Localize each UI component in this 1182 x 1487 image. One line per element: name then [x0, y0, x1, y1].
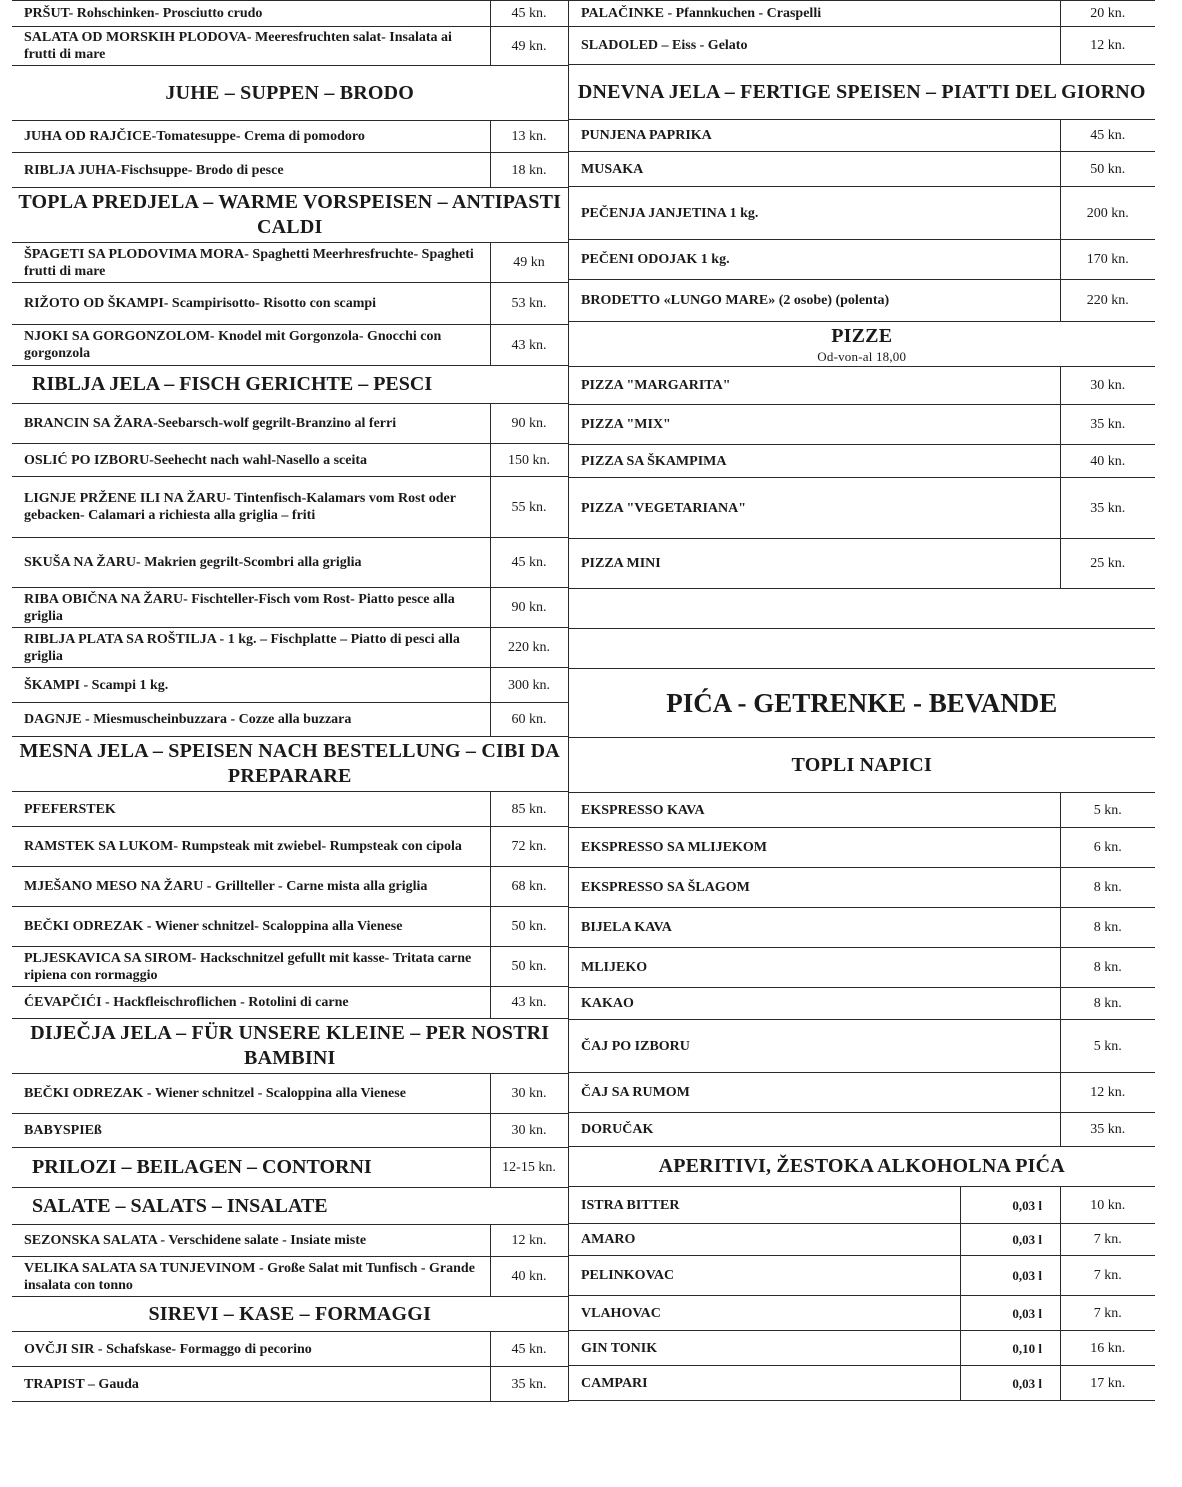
menu-row — [569, 367, 1155, 405]
menu-item-name: KAKAO — [569, 988, 1061, 1020]
menu-row — [569, 1, 1155, 27]
menu-item-price: 12 kn. — [1061, 27, 1155, 65]
menu-item-price: 7 kn. — [1061, 1224, 1155, 1256]
section-heading: PIZZE — [831, 325, 893, 347]
menu-right-column — [568, 0, 1154, 1401]
menu-item-name: PIZZA MINI — [569, 539, 1061, 589]
menu-row — [12, 325, 568, 366]
menu-item-price: 220 kn. — [1061, 280, 1155, 322]
menu-item-name: MJEŠANO MESO NA ŽARU - Grillteller - Carne mista alla griglia — [12, 867, 490, 907]
section-heading: DNEVNA JELA – FERTIGE SPEISEN – PIATTI DEL GIORNO — [569, 65, 1155, 120]
menu-item-name: PIZZA "VEGETARIANA" — [569, 478, 1061, 539]
menu-item-price: 13 kn. — [490, 121, 568, 153]
menu-row — [569, 1113, 1155, 1147]
menu-row — [12, 121, 568, 153]
menu-item-name: BEČKI ODREZAK - Wiener schnitzel - Scaloppina alla Vienese — [12, 1074, 490, 1114]
menu-row — [569, 187, 1155, 240]
section-row — [569, 322, 1155, 367]
menu-item-price: 8 kn. — [1061, 948, 1155, 988]
menu-row — [569, 478, 1155, 539]
menu-item-name: PELINKOVAC — [569, 1256, 961, 1296]
menu-row — [12, 27, 568, 66]
menu-item-price: 25 kn. — [1061, 539, 1155, 589]
menu-item-name: PIZZA "MARGARITA" — [569, 367, 1061, 405]
menu-item-name: EKSPRESSO KAVA — [569, 793, 1061, 828]
menu-item-price: 5 kn. — [1061, 1020, 1155, 1073]
menu-item-price: 72 kn. — [490, 827, 568, 867]
menu-item-name: ŠPAGETI SA PLODOVIMA MORA- Spaghetti Meerhresfruchte- Spagheti frutti di mare — [12, 243, 490, 283]
menu-item-name: PIZZA "MIX" — [569, 405, 1061, 445]
menu-item-name: SKUŠA NA ŽARU- Makrien gegrilt-Scombri alla griglia — [12, 538, 490, 588]
menu-row — [12, 444, 568, 477]
menu-item-name: LIGNJE PRŽENE ILI NA ŽARU- Tintenfisch-Kalamars vom Rost oder gebacken- Calamari a richiesta alla griglia – friti — [12, 477, 490, 538]
menu-item-name: OSLIĆ PO IZBORU-Seehecht nach wahl-Nasello a sceita — [12, 444, 490, 477]
menu-item-price: 30 kn. — [1061, 367, 1155, 405]
menu-item-price: 49 kn — [490, 243, 568, 283]
menu-row — [12, 153, 568, 188]
menu-item-name: JUHA OD RAJČICE-Tomatesuppe- Crema di pomodoro — [12, 121, 490, 153]
menu-row — [12, 404, 568, 444]
menu-row — [12, 1367, 568, 1402]
section-row — [12, 1148, 568, 1188]
section-row — [569, 629, 1155, 669]
menu-item-name: PEČENI ODOJAK 1 kg. — [569, 240, 1061, 280]
menu-item-name: CAMPARI — [569, 1366, 961, 1401]
menu-item-price: 45 kn. — [490, 1, 568, 27]
menu-item-name: EKSPRESSO SA MLIJEKOM — [569, 828, 1061, 868]
menu-row — [12, 792, 568, 827]
menu-item-name: SEZONSKA SALATA - Verschidene salate - Insiate miste — [12, 1225, 490, 1257]
section-row — [569, 589, 1155, 629]
menu-item-price: 35 kn. — [1061, 405, 1155, 445]
menu-item-price: 17 kn. — [1061, 1366, 1155, 1401]
empty-row — [569, 589, 1155, 629]
menu-item-price: 5 kn. — [1061, 793, 1155, 828]
menu-item-quantity: 0,03 l — [961, 1224, 1061, 1256]
menu-row — [569, 948, 1155, 988]
section-row — [12, 66, 568, 121]
menu-item-price: 20 kn. — [1061, 1, 1155, 27]
menu-row — [569, 908, 1155, 948]
menu-item-price: 300 kn. — [490, 668, 568, 703]
menu-item-price: 50 kn. — [490, 947, 568, 987]
menu-row — [569, 240, 1155, 280]
menu-item-quantity: 0,10 l — [961, 1331, 1061, 1366]
menu-row — [12, 907, 568, 947]
menu-row — [12, 867, 568, 907]
menu-item-name: VLAHOVAC — [569, 1296, 961, 1331]
menu-row — [569, 868, 1155, 908]
menu-row — [569, 1224, 1155, 1256]
menu-row — [569, 1296, 1155, 1331]
menu-row — [569, 1366, 1155, 1401]
menu-row — [12, 1, 568, 27]
menu-item-name: BRODETTO «LUNGO MARE» (2 osobe) (polenta) — [569, 280, 1061, 322]
section-heading: SALATE – SALATS – INSALATE — [12, 1188, 568, 1225]
section-heading: MESNA JELA – SPEISEN NACH BESTELLUNG – CIBI DA PREPARARE — [12, 737, 568, 792]
menu-item-name: RAMSTEK SA LUKOM- Rumpsteak mit zwiebel- Rumpsteak con cipola — [12, 827, 490, 867]
menu-item-price: 220 kn. — [490, 628, 568, 668]
menu-row — [569, 1073, 1155, 1113]
section-heading-cell — [569, 322, 1155, 367]
menu-item-name: PRŠUT- Rohschinken- Prosciutto crudo — [12, 1, 490, 27]
menu-item-price: 170 kn. — [1061, 240, 1155, 280]
menu-item-price: 43 kn. — [490, 987, 568, 1019]
menu-item-name: RIŽOTO OD ŠKAMPI- Scampirisotto- Risotto con scampi — [12, 283, 490, 325]
menu-item-name: DORUČAK — [569, 1113, 1061, 1147]
menu-item-price: 45 kn. — [490, 1332, 568, 1367]
menu-row — [12, 1332, 568, 1367]
menu-item-name: BRANCIN SA ŽARA-Seebarsch-wolf gegrilt-Branzino al ferri — [12, 404, 490, 444]
section-heading: DIJEČJA JELA – FÜR UNSERE KLEINE – PER NOSTRI BAMBINI — [12, 1019, 568, 1074]
menu-row — [569, 988, 1155, 1020]
menu-row — [12, 1257, 568, 1297]
menu-item-price: 150 kn. — [490, 444, 568, 477]
menu-item-price: 60 kn. — [490, 703, 568, 737]
section-heading: PRILOZI – BEILAGEN – CONTORNI — [12, 1148, 490, 1188]
menu-item-quantity: 0,03 l — [961, 1187, 1061, 1224]
menu-item-name: ČAJ SA RUMOM — [569, 1073, 1061, 1113]
menu-item-name: BEČKI ODREZAK - Wiener schnitzel- Scaloppina alla Vienese — [12, 907, 490, 947]
section-row — [569, 65, 1155, 120]
menu-item-price: 6 kn. — [1061, 828, 1155, 868]
menu-item-quantity: 0,03 l — [961, 1366, 1061, 1401]
menu-row — [569, 152, 1155, 187]
menu-row — [569, 27, 1155, 65]
menu-item-name: SALATA OD MORSKIH PLODOVA- Meeresfruchten salat- Insalata ai frutti di mare — [12, 27, 490, 66]
menu-row — [569, 405, 1155, 445]
menu-item-price: 200 kn. — [1061, 187, 1155, 240]
menu-item-price: 53 kn. — [490, 283, 568, 325]
section-heading: JUHE – SUPPEN – BRODO — [12, 66, 568, 121]
menu-row — [569, 1187, 1155, 1224]
menu-item-name: ŠKAMPI - Scampi 1 kg. — [12, 668, 490, 703]
menu-item-price: 12 kn. — [490, 1225, 568, 1257]
menu-item-name: RIBLJA JUHA-Fischsuppe- Brodo di pesce — [12, 153, 490, 188]
menu-item-price: 45 kn. — [490, 538, 568, 588]
menu-item-name: MUSAKA — [569, 152, 1061, 187]
menu-item-name: RIBLJA PLATA SA ROŠTILJA - 1 kg. – Fischplatte – Piatto di pesci alla griglia — [12, 628, 490, 668]
menu-item-price: 50 kn. — [490, 907, 568, 947]
section-row — [569, 738, 1155, 793]
menu-item-price: 10 kn. — [1061, 1187, 1155, 1224]
menu-item-price: 16 kn. — [1061, 1331, 1155, 1366]
empty-row — [569, 629, 1155, 669]
menu-item-price: 50 kn. — [1061, 152, 1155, 187]
menu-item-quantity: 0,03 l — [961, 1256, 1061, 1296]
menu-item-name: ISTRA BITTER — [569, 1187, 961, 1224]
menu-row — [12, 283, 568, 325]
section-row — [12, 188, 568, 243]
menu-row — [569, 1256, 1155, 1296]
menu-item-price: 8 kn. — [1061, 908, 1155, 948]
menu-item-price: 12 kn. — [1061, 1073, 1155, 1113]
menu-item-price: 7 kn. — [1061, 1296, 1155, 1331]
menu-row — [12, 628, 568, 668]
section-row — [12, 366, 568, 404]
section-row — [12, 737, 568, 792]
menu-item-price: 85 kn. — [490, 792, 568, 827]
menu-item-price: 7 kn. — [1061, 1256, 1155, 1296]
menu-row — [12, 1225, 568, 1257]
menu-row — [569, 445, 1155, 478]
section-heading: SIREVI – KASE – FORMAGGI — [12, 1297, 568, 1332]
menu-row — [12, 703, 568, 737]
section-row — [569, 1147, 1155, 1187]
menu-item-price: 35 kn. — [1061, 478, 1155, 539]
section-heading: TOPLA PREDJELA – WARME VORSPEISEN – ANTIPASTI CALDI — [12, 188, 568, 243]
menu-item-name: OVČJI SIR - Schafskase- Formaggo di pecorino — [12, 1332, 490, 1367]
section-row — [569, 669, 1155, 738]
menu-row — [569, 280, 1155, 322]
menu-item-price: 55 kn. — [490, 477, 568, 538]
menu-item-name: AMARO — [569, 1224, 961, 1256]
menu-item-price: 30 kn. — [490, 1114, 568, 1148]
menu-row — [569, 828, 1155, 868]
menu-item-price: 49 kn. — [490, 27, 568, 66]
menu-item-quantity: 0,03 l — [961, 1296, 1061, 1331]
drinks-title: PIĆA - GETRENKE - BEVANDE — [569, 669, 1155, 738]
menu-item-name: MLIJEKO — [569, 948, 1061, 988]
section-row — [12, 1297, 568, 1332]
menu-row — [569, 793, 1155, 828]
menu-row — [12, 1074, 568, 1114]
menu-row — [12, 827, 568, 867]
menu-row — [12, 668, 568, 703]
section-price: 12-15 kn. — [490, 1148, 568, 1188]
menu-item-name: PUNJENA PAPRIKA — [569, 120, 1061, 152]
menu-item-name: SLADOLED – Eiss - Gelato — [569, 27, 1061, 65]
menu-item-name: PLJESKAVICA SA SIROM- Hackschnitzel gefullt mit kasse- Tritata carne ripiena con rormaggio — [12, 947, 490, 987]
section-row — [12, 1019, 568, 1074]
menu-row — [569, 1331, 1155, 1366]
menu-row — [569, 1020, 1155, 1073]
menu-item-price: 40 kn. — [490, 1257, 568, 1297]
menu-item-price: 90 kn. — [490, 404, 568, 444]
section-subheading: Od-von-al 18,00 — [817, 349, 907, 364]
menu-item-name: RIBA OBIČNA NA ŽARU- Fischteller-Fisch vom Rost- Piatto pesce alla griglia — [12, 588, 490, 628]
menu-item-name: BABYSPIEß — [12, 1114, 490, 1148]
section-heading: RIBLJA JELA – FISCH GERICHTE – PESCI — [12, 366, 568, 404]
section-heading: TOPLI NAPICI — [569, 738, 1155, 793]
menu-row — [12, 1114, 568, 1148]
menu-row — [12, 243, 568, 283]
menu-item-name: TRAPIST – Gauda — [12, 1367, 490, 1402]
menu-row — [12, 538, 568, 588]
menu-item-name: NJOKI SA GORGONZOLOM- Knodel mit Gorgonzola- Gnocchi con gorgonzola — [12, 325, 490, 366]
section-heading: APERITIVI, ŽESTOKA ALKOHOLNA PIĆA — [569, 1147, 1155, 1187]
menu-item-price: 43 kn. — [490, 325, 568, 366]
menu-item-name: BIJELA KAVA — [569, 908, 1061, 948]
menu-item-name: PEČENJA JANJETINA 1 kg. — [569, 187, 1061, 240]
menu-left-table — [12, 0, 569, 1402]
menu-row — [12, 987, 568, 1019]
menu-item-name: VELIKA SALATA SA TUNJEVINOM - Große Salat mit Tunfisch - Grande insalata con tonno — [12, 1257, 490, 1297]
menu-item-name: PFEFERSTEK — [12, 792, 490, 827]
menu-row — [12, 588, 568, 628]
menu-right-table — [568, 0, 1155, 1401]
menu-item-name: ČAJ PO IZBORU — [569, 1020, 1061, 1073]
menu-item-name: DAGNJE - Miesmuscheinbuzzara - Cozze alla buzzara — [12, 703, 490, 737]
menu-item-name: ĆEVAPČIĆI - Hackfleischroflichen - Rotolini di carne — [12, 987, 490, 1019]
menu-row — [569, 120, 1155, 152]
menu-item-name: GIN TONIK — [569, 1331, 961, 1366]
menu-row — [12, 477, 568, 538]
menu-item-price: 8 kn. — [1061, 988, 1155, 1020]
menu-item-price: 8 kn. — [1061, 868, 1155, 908]
section-row — [12, 1188, 568, 1225]
menu-item-price: 45 kn. — [1061, 120, 1155, 152]
menu-row — [12, 947, 568, 987]
menu-item-price: 68 kn. — [490, 867, 568, 907]
menu-left-column — [12, 0, 568, 1402]
menu-item-name: EKSPRESSO SA ŠLAGOM — [569, 868, 1061, 908]
menu-item-name: PIZZA SA ŠKAMPIMA — [569, 445, 1061, 478]
menu-item-price: 40 kn. — [1061, 445, 1155, 478]
menu-item-price: 30 kn. — [490, 1074, 568, 1114]
menu-item-price: 35 kn. — [1061, 1113, 1155, 1147]
menu-item-name: PALAČINKE - Pfannkuchen - Craspelli — [569, 1, 1061, 27]
menu-item-price: 35 kn. — [490, 1367, 568, 1402]
menu-item-price: 90 kn. — [490, 588, 568, 628]
menu-item-price: 18 kn. — [490, 153, 568, 188]
menu-row — [569, 539, 1155, 589]
